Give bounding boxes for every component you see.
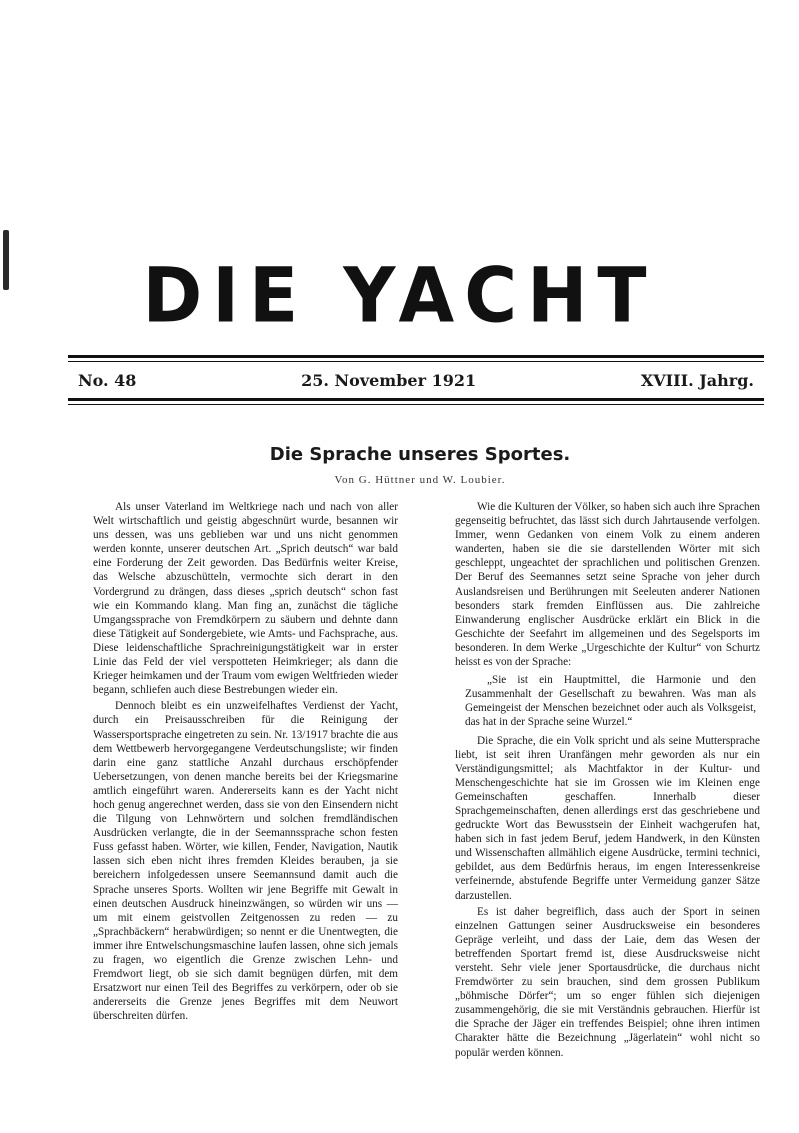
issue-volume: XVIII. Jahrg. [640,370,754,390]
header-rule-top-thin [68,361,764,362]
article-column-left [93,500,398,1023]
article-byline: Von G. Hüttner und W. Loubier. [334,474,506,486]
article-title: Die Sprache unseres Sportes. [269,444,571,465]
article-column-right [455,500,760,1060]
issue-date: 25. November 1921 [301,370,477,390]
paragraph: Es ist daher begreiflich, dass auch der Sport in seinen einzelnen Gattungen seiner Ausdrucksweise ein besonderes Gepräge verleiht, und dass der Laie, dem das Wesen der betreffenden Sportart fremd ist, diese Ausdrucksweise nicht versteht. Sehr viele jener Sportausdrücke, die durchaus nicht Fremdwörter zu sein brauchen, sind dem grossen Publikum „böhmische Dörfer“; um so enger fühlen sich diejenigen zusammengehörig, die sie mit Verständnis gebrauchen. Hierfür ist die Sprache der Jäger ein treffendes Beispiel; ohne ihren intimen Charakter hätte die Bezeichnung „Jägerlatein“ wohl nicht so populär werden können. [455,905,760,1059]
header-rule-bottom [68,398,764,401]
header-rule-bottom-thin [68,404,764,405]
issue-number: No. 48 [78,370,137,390]
issue-info-row [78,366,754,394]
block-quote: „Sie ist ein Hauptmittel, die Harmonie und den Zusammenhalt der Gesellschaft zu bewahren. Was man als Gemeingeist der Menschen bezeichnet oder auch als Volksgeist, das hat in der Sprache seine Wurzel.“ [465,674,756,729]
masthead-title: DIE YACHT [142,250,657,340]
paragraph: Dennoch bleibt es ein unzweifelhaftes Verdienst der Yacht, durch ein Preisausschreiben für die Reinigung der Wassersportsprache eingetreten zu sein. Nr. 13/1917 brachte die aus dem Wettbewerb hervorgegangene Verdeutschungsliste; wir finden darin eine ganz stattliche Anzahl durchaus erschöpfender Uebersetzungen, von denen manche bereits bei der Kriegsmarine amtlich eingeführt waren. Andererseits kann es der Yacht nicht hoch genug angerechnet werden, dass sie von den Einsendern nicht die Tilgung von Lehnwörtern und solchen fremdländischen Ausdrücken verlangte, die in der Seemannssprache schon festen Fuss gefasst haben. Wörter, wie killen, Fender, Navigation, Nautik lassen sich eben nicht ihres fremden Kleides berauben, ja sie bereichern infolgedessen unsere Seemannsund damit auch die Sprache unseres Sports. Wollten wir jene Begriffe mit Gewalt in einen deutschen Ausdruck hineinzwängen, so würden wir uns — um mit einem geistvollen Zeitgenossen zu reden — zu „Sprachbäckern“ herabwürdigen; so nennt er die Unentwegten, die immer ihre Entwelschungsmaschine laufen lassen, ohne sich jemals zu fragen, wo eigentlich die Grenze zwischen Lehn- und Fremdwort liegt, ob sie sich damit begnügen dürfen, mit dem Ersatzwort nur einen Teil des Begriffes zu verkörpern, oder ob sie andererseits die Grenze jenes Begriffes mit dem Neuwort überschreiten dürfen. [93,700,398,1023]
paragraph: Als unser Vaterland im Weltkriege nach und nach von aller Welt wirtschaftlich und geistig abgeschnürt wurde, besannen wir uns dessen, was uns geblieben war und uns nicht genommen werden konnte, unserer deutschen Art. „Sprich deutsch“ war bald eine Forderung der Zeit geworden. Das Bedürfnis weiter Kreise, das Welsche abzuschütteln, vermochte sich derart in den Vordergrund zu drängen, dass dieses „sprich deutsch“ schon fast wie ein Kommando klang. Man fing an, zunächst die tägliche Umgangssprache von Fremdkörpern zu säubern und dehnte dann diese Tätigkeit auf Sondergebiete, wie Amts- und Fachsprache, aus. Diese leidenschaftliche Sprachreinigungstätigkeit war in erster Linie das Feld der viel verspotteten Heimkrieger; als dann die Krieger heimkamen und der Traum vom ewigen Weltfrieden wieder begann, schliefen auch diese Bestrebungen wieder ein. [93,501,398,697]
paragraph: Wie die Kulturen der Völker, so haben sich auch ihre Sprachen gegenseitig befruchtet, das lässt sich durch Jahrtausende verfolgen. Immer, wenn Gedanken von einem Volk zu einem anderen wanderten, haben sie die sie darstellenden Wörter mit sich geschleppt, ungeachtet der sprachlichen und politischen Grenzen. Der Beruf des Seemannes setzt seine Sprache von jeher durch Auslandsreisen und Berührungen mit Seeleuten anderer Nationen besonders stark fremden Einflüssen aus. Die zahlreiche Einwanderung englischer Ausdrücke erklärt ein Blick in die Geschichte der Seefahrt im allgemeinen und des Segelsports im besonderen. In dem Werke „Urgeschichte der Kultur“ von Schurtz heisst es von der Sprache: [455,501,760,669]
header-rule-top [68,355,764,358]
paragraph: Die Sprache, die ein Volk spricht und als seine Muttersprache liebt, ist seit ihren Uranfängen mehr geworden als nur ein Verständigungsmittel; als Machtfaktor in der Kultur- und Menschengeschichte hat sie im Grossen wie im Kleinen enge Gemeinschaften geschaffen. Innerhalb dieser Sprachgemeinschaften, denen allerdings erst das geschriebene und gedruckte Wort das Bewusstsein der Einheit wachgerufen hat, haben sich in fast jedem Beruf, jedem Handwerk, in den Künsten und Wissenschaften allmählich eigene Ausdrücke, termini technici, gebildet, aus dem Bedürfnis heraus, im engen Interessenkreise verfeinernde, abstufende Begriffe unter Vermeidung ganzer Sätze darzustellen. [455,734,760,902]
